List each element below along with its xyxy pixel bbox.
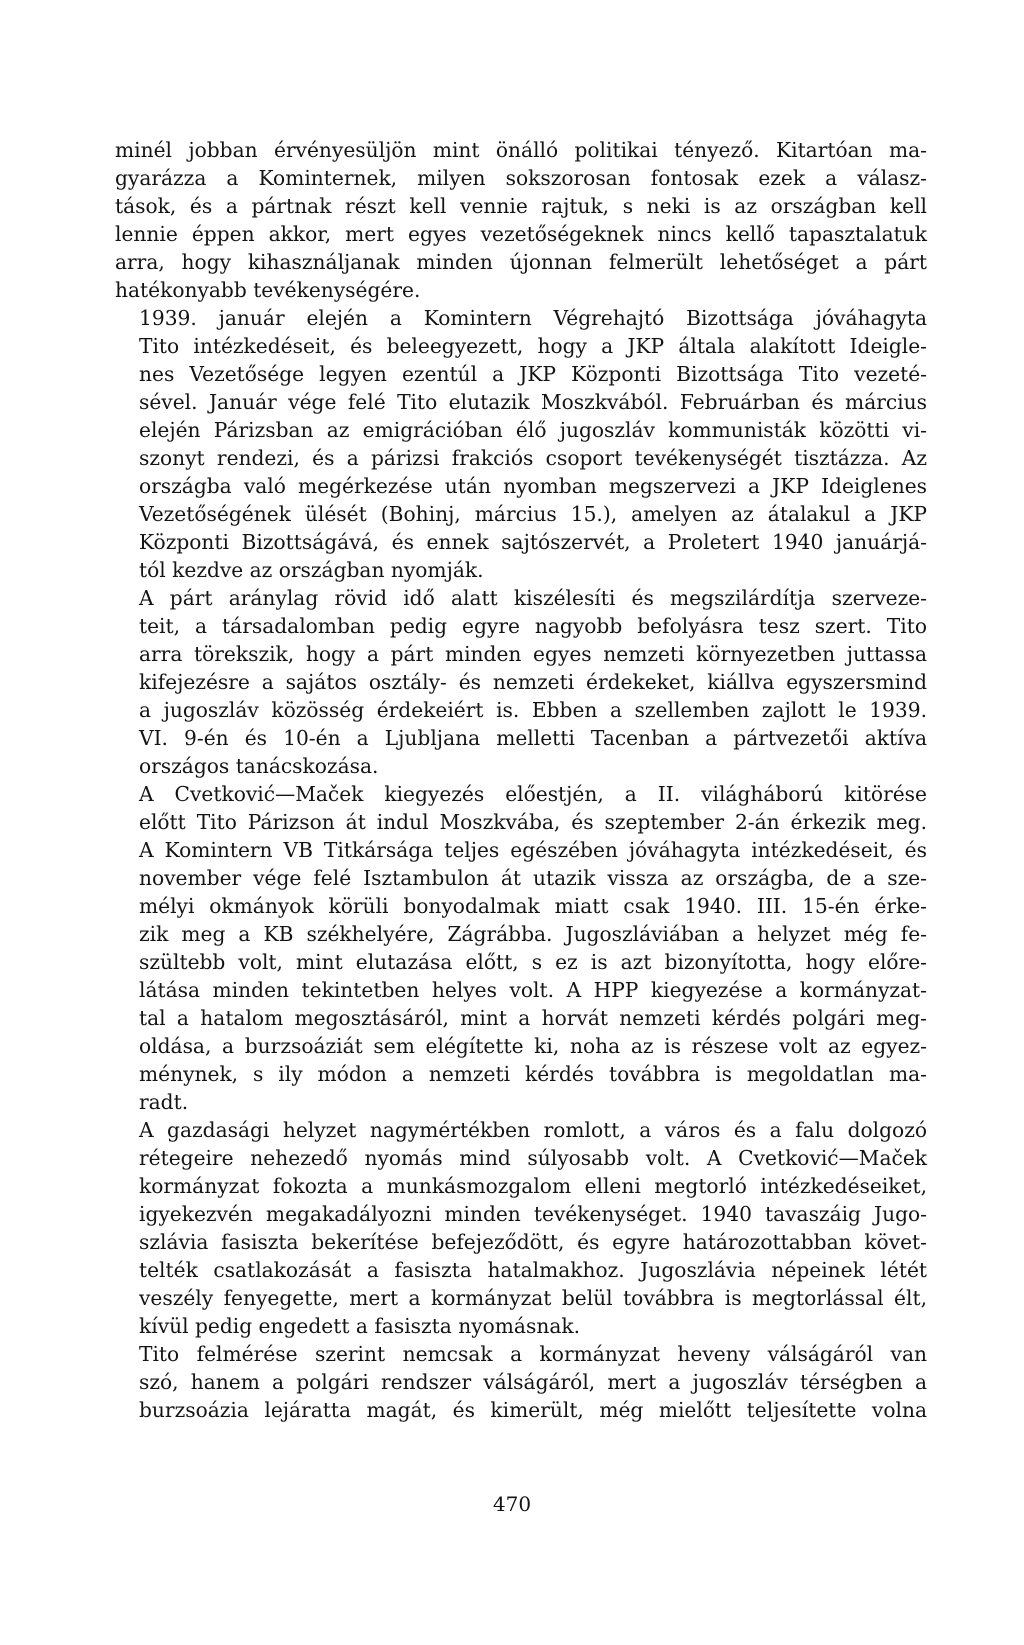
text-line: A Komintern VB Titkársága teljes egészében jóváhagyta intézkedéseit, és [139, 838, 927, 862]
text-line: Tito felmérése szerint nemcsak a kormányzat heveny válságáról van [139, 1342, 927, 1366]
text-line: arra törekszik, hogy a párt minden egyes nemzeti környezetben juttassa [139, 642, 927, 666]
text-line: radt. [139, 1090, 189, 1114]
text-line: előtt Tito Párizson át indul Moszkvába, és szeptember 2-án érkezik meg. [139, 810, 927, 834]
text-line: ménynek, s ily módon a nemzeti kérdés továbbra is megoldatlan ma- [139, 1062, 927, 1086]
text-line: országos tanácskozása. [139, 754, 379, 778]
text-line: kormányzat fokozta a munkásmozgalom elleni megtorló intézkedéseiket, [139, 1174, 927, 1198]
text-line: zik meg a KB székhelyére, Zágrábba. Jugoszláviában a helyzet még fe- [139, 922, 927, 946]
text-line: minél jobban érvényesüljön mint önálló politikai tényező. Kitartóan ma- [115, 138, 927, 162]
text-line: mélyi okmányok körüli bonyodalmak miatt csak 1940. III. 15-én érke- [139, 894, 927, 918]
text-line: elején Párizsban az emigrációban élő jugoszláv kommunisták közötti vi- [139, 418, 927, 442]
text-line: teit, a társadalomban pedig egyre nagyobb befolyásra tesz szert. Tito [139, 614, 927, 638]
text-line: Vezetőségének ülését (Bohinj, március 15.), amelyen az átalakul a JKP [139, 502, 927, 526]
text-line: szonyt rendezi, és a párizsi frakciós csoport tevékenységét tisztázza. Az [139, 446, 927, 470]
paragraph [115, 584, 927, 780]
text-line: tások, és a pártnak részt kell vennie rajtuk, s neki is az országban kell [115, 194, 927, 218]
text-line: országba való megérkezése után nyomban megszervezi a JKP Ideiglenes [139, 474, 927, 498]
text-line: november vége felé Isztambulon át utazik vissza az országba, de a sze- [139, 866, 927, 890]
text-line: lennie éppen akkor, mert egyes vezetőségeknek nincs kellő tapasztalatuk [115, 222, 927, 246]
paragraph [115, 304, 927, 584]
text-line: szültebb volt, mint elutazása előtt, s ez is azt bizonyította, hogy előre- [139, 950, 927, 974]
text-line: szó, hanem a polgári rendszer válságáról, mert a jugoszláv térségben a [139, 1370, 927, 1394]
text-line: veszély fenyegette, mert a kormányzat belül továbbra is megtorlással élt, [139, 1286, 927, 1310]
text-line: arra, hogy kihasználjanak minden újonnan felmerült lehetőséget a párt [115, 250, 927, 274]
text-line: burzsoázia lejáratta magát, és kimerült, még mielőtt teljesítette volna [139, 1398, 927, 1422]
page-number: 470 [492, 1492, 532, 1516]
text-line: rétegeire nehezedő nyomás mind súlyosabb volt. A Cvetković—Maček [139, 1146, 927, 1170]
text-line: Központi Bizottságává, és ennek sajtószervét, a Proletert 1940 januárjá- [139, 530, 927, 554]
text-line: tal a hatalom megosztásáról, mint a horvát nemzeti kérdés polgári meg- [139, 1006, 927, 1030]
text-line: tól kezdve az országban nyomják. [139, 558, 484, 582]
paragraph [115, 1340, 927, 1424]
paragraph [115, 1116, 927, 1340]
page-body [115, 136, 927, 1424]
text-line: kifejezésre a sajátos osztály- és nemzeti érdekeket, kiállva egyszersmind [139, 670, 927, 694]
text-line: a jugoszláv közösség érdekeiért is. Ebben a szellemben zajlott le 1939. [139, 698, 927, 722]
text-line: szlávia fasiszta bekerítése befejeződött, és egyre határozottabban követ- [139, 1230, 927, 1254]
text-line: oldása, a burzsoáziát sem elégítette ki, noha az is részese volt az egyez- [139, 1034, 927, 1058]
text-line: kívül pedig engedett a fasiszta nyomásnak. [139, 1314, 581, 1338]
text-line: 1939. január elején a Komintern Végrehajtó Bizottsága jóváhagyta [139, 306, 927, 330]
text-line: igyekezvén megakadályozni minden tevékenységet. 1940 tavaszáig Jugo- [139, 1202, 927, 1226]
text-line: gyarázza a Kominternek, milyen sokszorosan fontosak ezek a válasz- [115, 166, 927, 190]
text-line: A párt aránylag rövid idő alatt kiszélesíti és megszilárdítja szerveze- [139, 586, 927, 610]
text-line: hatékonyabb tevékenységére. [115, 278, 421, 302]
text-line: nes Vezetősége legyen ezentúl a JKP Központi Bizottsága Tito vezeté- [139, 362, 927, 386]
text-line: sével. Január vége felé Tito elutazik Moszkvából. Februárban és március [139, 390, 927, 414]
paragraph [115, 136, 927, 304]
text-line: telték csatlakozását a fasiszta hatalmakhoz. Jugoszlávia népeinek létét [139, 1258, 927, 1282]
paragraph [115, 780, 927, 1116]
text-line: A gazdasági helyzet nagymértékben romlott, a város és a falu dolgozó [139, 1118, 927, 1142]
text-line: látása minden tekintetben helyes volt. A HPP kiegyezése a kormányzat- [139, 978, 927, 1002]
text-line: A Cvetković—Maček kiegyezés előestjén, a II. világháború kitörése [139, 782, 927, 806]
text-line: Tito intézkedéseit, és beleegyezett, hogy a JKP általa alakított Ideigle- [139, 334, 927, 358]
text-line: VI. 9-én és 10-én a Ljubljana melletti Tacenban a pártvezetői aktíva [139, 726, 927, 750]
